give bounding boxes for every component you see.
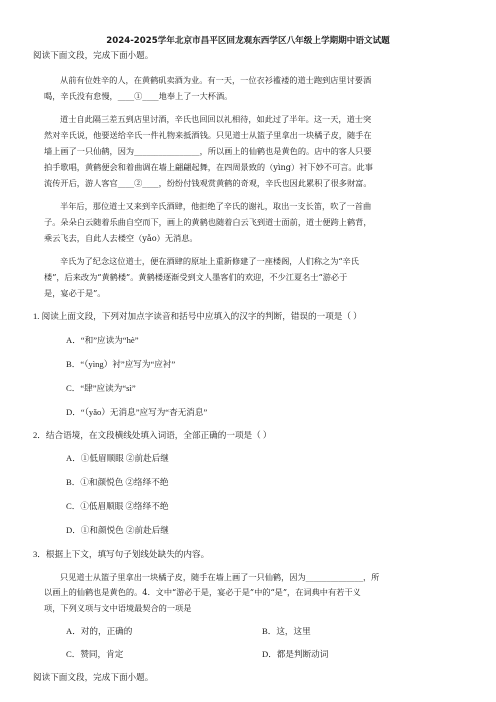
paragraph-1-line-2: 喝，辛氏没有怠慢，____①____地奉上了一大杯酒。 [44,91,233,101]
question-1-option-d: D．“（yǎo）无消息”应写为“杳无消息” [66,407,208,417]
question-3-line-3: 项，下列义项与文中语境最契合的一项是 [44,603,192,613]
paragraph-2-line-5: 流传开后，游人客官____②____，纷纷付钱观赏黄鹤的奇观，辛氏也因此累积了很多财富。 [44,178,372,188]
reading-instruction: 阅读下面文段，完成下面小题。 [33,50,154,60]
question-4-option-b: B．这，这里 [262,626,311,636]
reading-instruction-2: 阅读下面文段，完成下面小题。 [33,672,154,682]
question-2-stem: 2．结合语境，在文段横线处填入词语，全部正确的一项是（ ） [33,430,272,440]
question-2-option-a: A．①低眉顺眼 ②前赴后继 [66,453,169,463]
question-1-stem: 1. 阅读上面文段，下列对加点字读音和括号中应填入的汉字的判断，错误的一项是（ ） [33,311,362,321]
paragraph-2-line-3: 墙上画了一只仙鹤，因为________________，所以画上的仙鹤也是黄色的。店中的客人只要 [44,146,372,156]
paragraph-1-line-1: 从前有位姓辛的人，在黄鹤矶卖酒为业。有一天，一位衣衫褴褛的道士跑到店里讨要酒 [60,75,372,85]
paragraph-2-line-4: 拍手歌唱，黄鹤便会和着曲调在墙上翩翩起舞，在四周景致的（yìng）衬下妙不可言。此事 [44,162,373,172]
paragraph-4-line-3: 是，宴必于是”。 [44,288,106,298]
question-4-option-c: C．赞同，肯定 [66,649,124,659]
paragraph-4-line-1: 辛氏为了纪念这位道士，便在酒肆的原址上重新修建了一座楼阁，人们称之为“辛氏 [60,256,359,266]
paragraph-4-line-2: 楼”，后来改为“黄鹤楼”。黄鹤楼逐渐受到文人墨客们的欢迎，不少江夏名士“游必于 [44,272,348,282]
paragraph-2-line-2: 然对辛氏说，他要送给辛氏一件礼物来抵酒钱。只见道士从篮子里拿出一块橘子皮，随手在 [44,130,372,140]
question-2-option-d: D．①和颜悦色 ②前赴后继 [66,525,169,535]
paragraph-3-line-1: 半年后，那位道士又来到辛氏酒肆，他拒绝了辛氏的谢礼，取出一支长笛，吹了一首曲 [60,201,372,211]
paragraph-3-line-3: 乘云飞去，自此人去楼空（yǎo）无消息。 [44,233,198,243]
question-1-option-b: B．“（yìng）衬”应写为“应衬” [66,359,176,369]
paragraph-3-line-2: 子。朵朵白云随着乐曲自空而下，画上的黄鹤也随着白云飞到道士面前，道士便跨上鹤背， [44,217,372,227]
paragraph-2-line-1: 道士自此隔三差五到店里讨酒，辛氏也回回以礼相待，如此过了半年。这一天，道士突 [60,114,372,124]
question-1-option-c: C．“肆”应读为“sì” [66,383,136,393]
question-3-line-2: 以画上的仙鹤也是黄色的。4．文中“游必于是，宴必于是”中的“是”，在词典中有若干义 [44,587,361,597]
document-title: 2024-2025学年北京市昌平区回龙观东西学区八年级上学期期中语文试题 [106,36,390,46]
question-2-option-b: B．①和颜悦色 ②络绎不绝 [66,477,169,487]
question-1-option-a: A．“和”应读为“hè” [66,335,139,345]
question-4-option-d: D．都是判断动词 [262,649,329,659]
question-2-option-c: C．①低眉顺眼 ②络绎不绝 [66,501,169,511]
question-3-stem: 3．根据上下文，填写句子划线处缺失的内容。 [33,549,210,559]
question-3-line-1: 只见道士从篮子里拿出一块橘子皮，随手在墙上画了一只仙鹤，因为______________，所 [60,572,380,582]
question-4-option-a: A．对的，正确的 [66,626,133,636]
